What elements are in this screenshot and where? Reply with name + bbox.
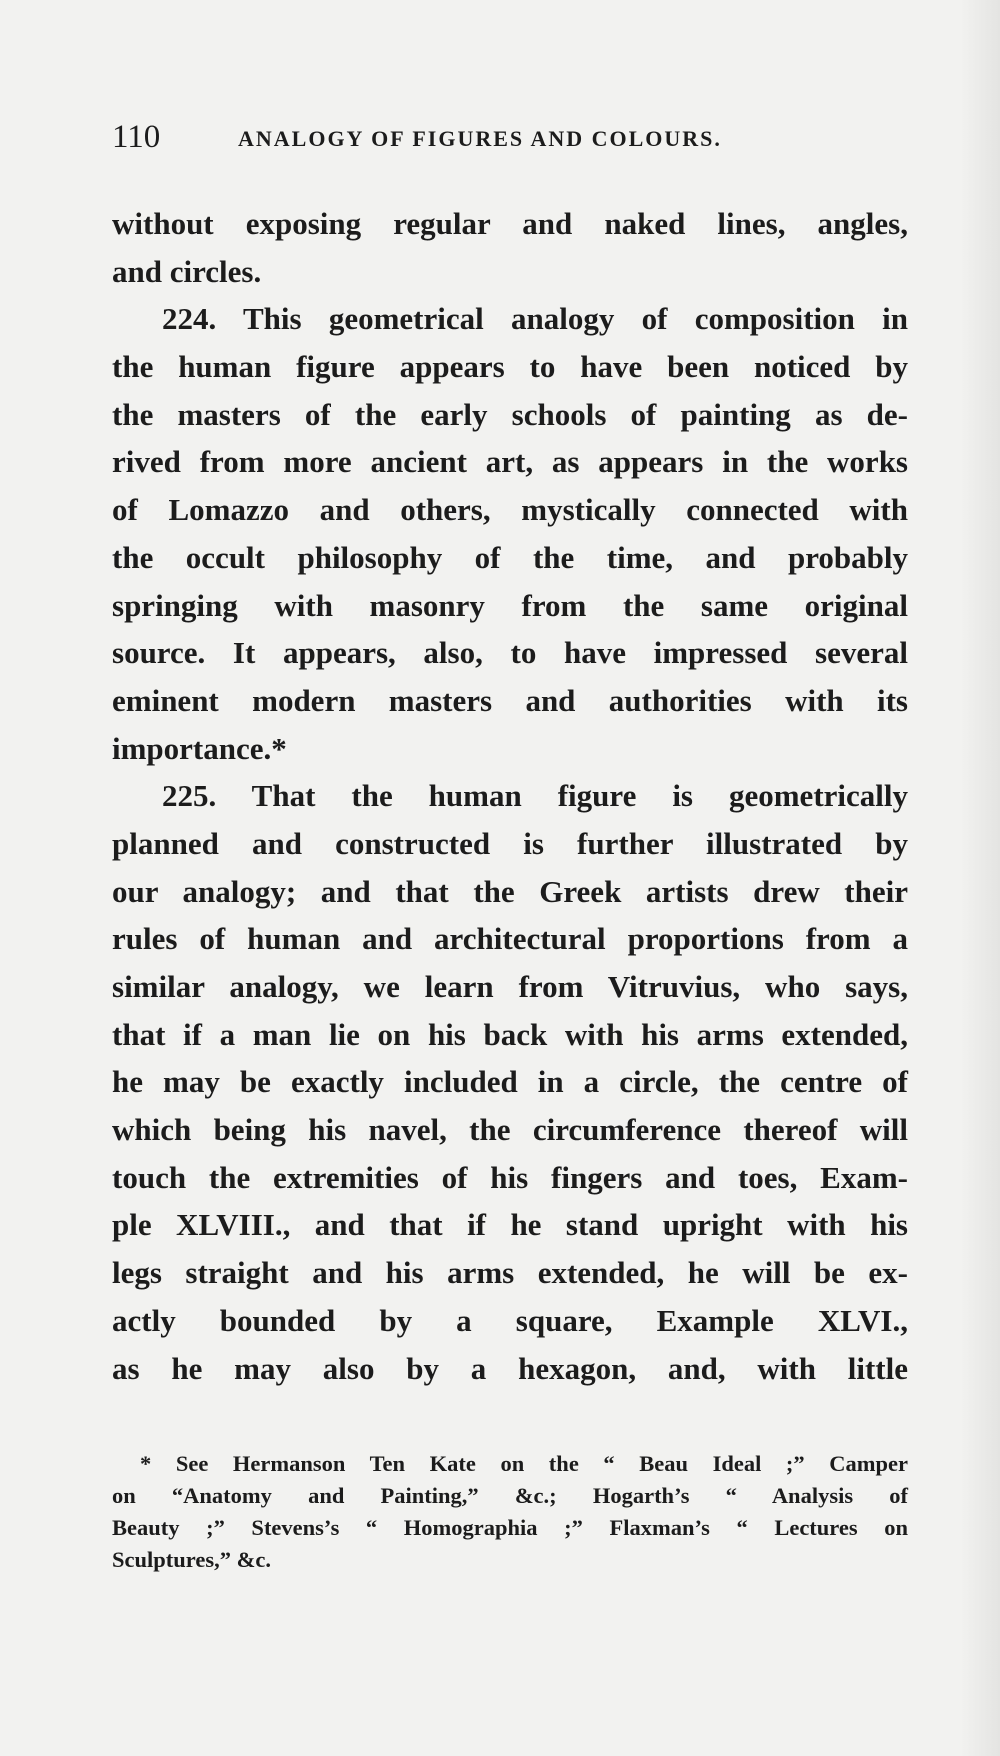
page-header <box>112 112 912 162</box>
body-line: of Lomazzo and others, mystically connected with <box>112 492 908 528</box>
body-line: eminent modern masters and authorities with its <box>112 682 908 718</box>
body-line: source. It appears, also, to have impressed several <box>112 635 908 671</box>
body-line: legs straight and his arms extended, he will be ex- <box>112 1255 908 1291</box>
paragraph-225-start: 225. That the human figure is geometrically <box>162 778 908 814</box>
body-line: the masters of the early schools of painting as de- <box>112 396 908 432</box>
footnote-line: * See Hermanson Ten Kate on the “ Beau Ideal ;” Camper <box>140 1451 908 1476</box>
body-line: rived from more ancient art, as appears in the works <box>112 444 908 480</box>
body-line: ple XLVIII., and that if he stand upright with his <box>112 1207 908 1243</box>
running-head: ANALOGY OF FIGURES AND COLOURS. <box>238 126 722 151</box>
paragraph-224-start: 224. This geometrical analogy of composition in <box>162 301 908 337</box>
body-line: the human figure appears to have been noticed by <box>112 349 908 385</box>
body-line: touch the extremities of his fingers and toes, Exam- <box>112 1159 908 1195</box>
body-line: our analogy; and that the Greek artists drew their <box>112 873 908 909</box>
body-text <box>112 200 908 1392</box>
page-number: 110 <box>112 119 161 155</box>
body-line: he may be exactly included in a circle, the centre of <box>112 1064 908 1100</box>
footnote-line: Beauty ;” Stevens’s “ Homographia ;” Flaxman’s “ Lectures on <box>112 1515 908 1540</box>
body-line: without exposing regular and naked lines, angles, <box>112 206 908 241</box>
body-line: that if a man lie on his back with his arms extended, <box>112 1016 908 1052</box>
body-line: actly bounded by a square, Example XLVI., <box>112 1302 908 1338</box>
body-line: planned and constructed is further illustrated by <box>112 825 908 861</box>
body-line: the occult philosophy of the time, and probably <box>112 539 908 575</box>
footnote-line: Sculptures,” &c. <box>112 1547 271 1572</box>
body-line: rules of human and architectural proportions from a <box>112 921 908 957</box>
footnote <box>112 1448 908 1576</box>
body-line: as he may also by a hexagon, and, with little <box>112 1350 908 1386</box>
body-line: springing with masonry from the same original <box>112 587 908 623</box>
body-line: which being his navel, the circumference thereof will <box>112 1112 908 1148</box>
footnote-line: on “Anatomy and Painting,” &c.; Hogarth’s “ Analysis of <box>112 1483 908 1508</box>
body-line: similar analogy, we learn from Vitruvius, who says, <box>112 969 908 1004</box>
body-line: and circles. <box>112 253 262 289</box>
page-edge-shading <box>960 0 1000 1756</box>
body-line: importance.* <box>112 730 287 766</box>
